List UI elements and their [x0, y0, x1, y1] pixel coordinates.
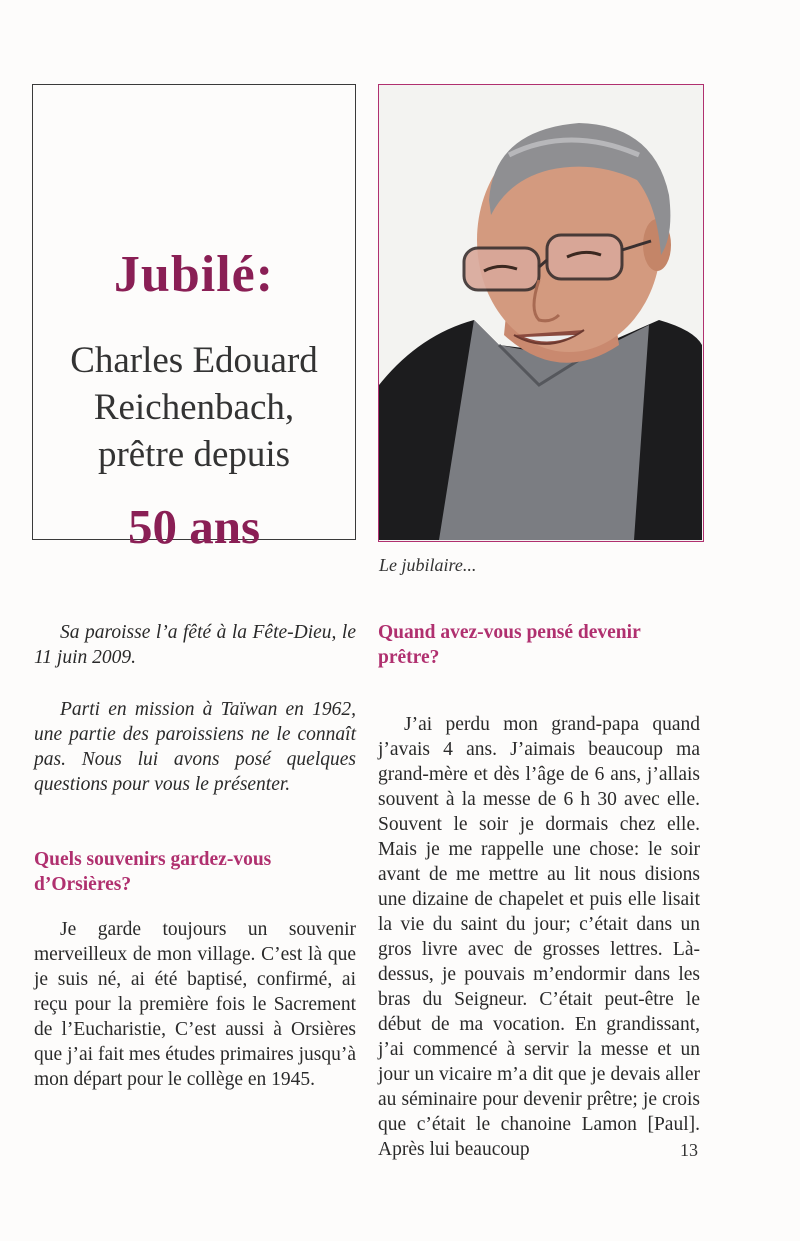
section-heading-souvenirs: Quels souvenirs gardez-vous d’Orsières?: [34, 849, 272, 895]
title-main: Jubilé:: [113, 246, 275, 303]
section-body-souvenirs: Je garde toujours un souvenir merveilleux de mon village. C’est là que je suis né, ai été baptisé, confirmé, ai reçu pour la première fois le Sacrement de l’Eucharistie, C’est aussi à Orsières que j’ai fait mes études primaires jusqu’à mon départ pour le collège en 1945.: [34, 919, 356, 1090]
title-line-1: Charles Edouard: [70, 340, 318, 381]
right-column: [378, 620, 700, 1162]
intro-paragraph-2: Parti en mission à Taïwan en 1962, une partie des paroissiens ne le connaît pas. Nous lui avons posé quelques questions pour vous le présenter.: [34, 699, 356, 795]
section-body-vocation: J’ai perdu mon grand-papa quand j’avais 4 ans. J’aimais beaucoup ma grand-mère et dès l’âge de 6 ans, j’allais souvent à la messe de 6 h 30 avec elle. Souvent le soir je dormais chez elle. Mais je me rappelle une chose: le soir avant de me mettre au lit nous disions une dizaine de chapelet et puis elle lisait la vie du saint du jour; c’était dans un gros livre avec de grosses lettres. Là-dessus, je pouvais m’endormir dans les bras du Seigneur. C’était peut-être le début de ma vocation. En grandissant, j’ai commencé à servir la messe et un jour un vicaire m’a dit que je devais aller au séminaire pour devenir prêtre; je crois que c’était le chanoine Lamon [Paul]. Après lui beaucoup: [378, 714, 700, 1160]
page-number: 13: [680, 1140, 698, 1160]
intro-paragraph-1: Sa paroisse l’a fêté à la Fête-Dieu, le 11 juin 2009.: [34, 622, 356, 668]
portrait-illustration: [379, 85, 702, 540]
title-box: [32, 84, 356, 554]
left-column: [34, 620, 356, 1092]
portrait-photo: [378, 84, 704, 542]
title-line-2: Reichenbach,: [93, 387, 295, 428]
title-subtitle: [33, 337, 355, 478]
section-heading-vocation: Quand avez-vous pensé devenir prêtre?: [378, 622, 641, 668]
title-years: 50 ans: [127, 499, 261, 554]
title-line-3: prêtre depuis: [97, 434, 291, 475]
photo-caption: Le jubilaire...: [379, 555, 477, 575]
